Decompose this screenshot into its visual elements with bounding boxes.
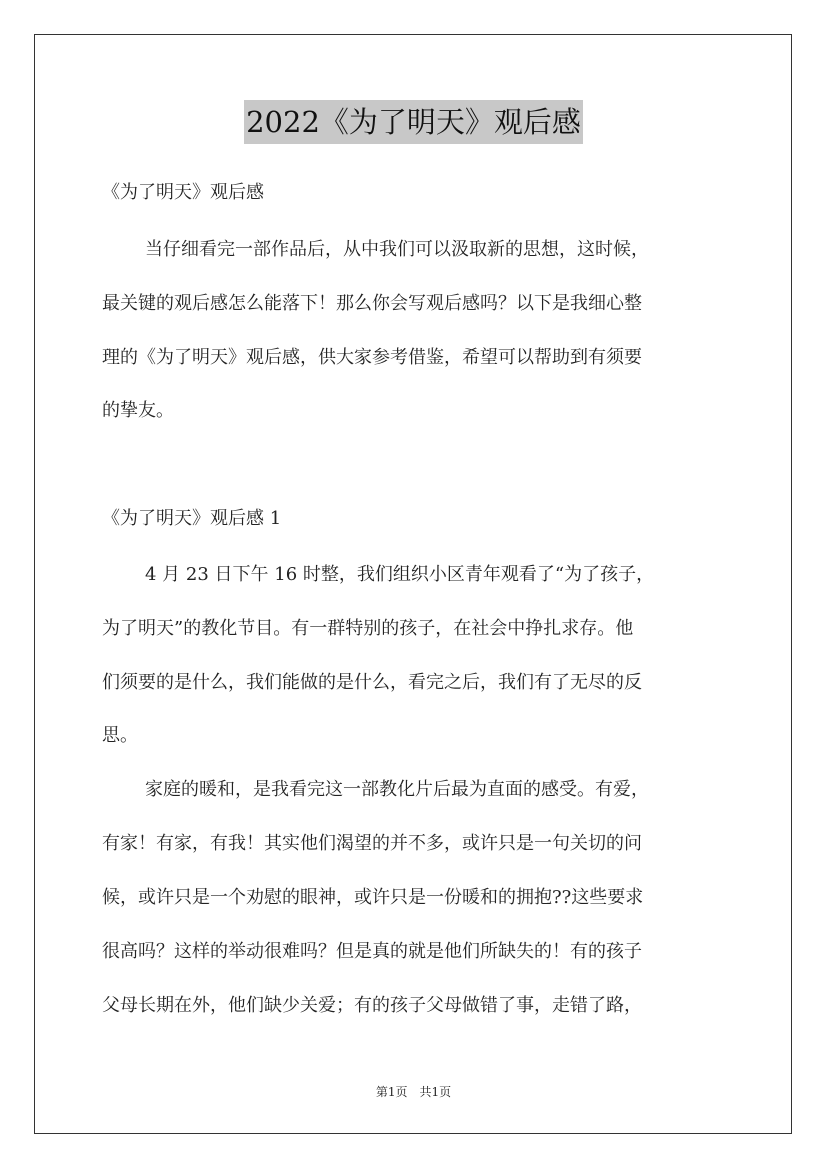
- document-title: 2022《为了明天》观后感: [244, 100, 583, 144]
- subtitle: 《为了明天》观后感: [102, 182, 264, 203]
- intro-line: 理的《为了明天》观后感，供大家参考借鉴，希望可以帮助到有须要: [102, 347, 642, 368]
- intro-line: 的挚友。: [102, 400, 174, 421]
- intro-line: 最关键的观后感怎么能落下！那么你会写观后感吗？以下是我细心整: [102, 293, 642, 314]
- paragraph-line: 为了明天”的教化节目。有一群特别的孩子，在社会中挣扎求存。他: [102, 618, 634, 639]
- paragraph-line: 4 月 23 日下午 16 时整，我们组织小区青年观看了“为了孩子，: [145, 564, 655, 585]
- intro-line: 当仔细看完一部作品后，从中我们可以汲取新的思想，这时候，: [145, 239, 649, 260]
- title-container: [0, 100, 827, 144]
- paragraph-line: 家庭的暖和，是我看完这一部教化片后最为直面的感受。有爱，: [145, 779, 649, 800]
- paragraph-line: 很高吗？这样的举动很难吗？但是真的就是他们所缺失的！有的孩子: [102, 941, 642, 962]
- section-heading: 《为了明天》观后感 1: [102, 508, 282, 529]
- paragraph-line: 们须要的是什么，我们能做的是什么，看完之后，我们有了无尽的反: [102, 672, 642, 693]
- paragraph-line: 有家！有家，有我！其实他们渴望的并不多，或许只是一句关切的问: [102, 833, 642, 854]
- paragraph-line: 思。: [102, 725, 138, 746]
- paragraph-line: 父母长期在外，他们缺少关爱；有的孩子父母做错了事，走错了路，: [102, 995, 642, 1016]
- paragraph-line: 候，或许只是一个劝慰的眼神，或许只是一份暖和的拥抱??这些要求: [102, 887, 644, 908]
- page-number-footer: 第1页 共1页: [375, 1085, 452, 1099]
